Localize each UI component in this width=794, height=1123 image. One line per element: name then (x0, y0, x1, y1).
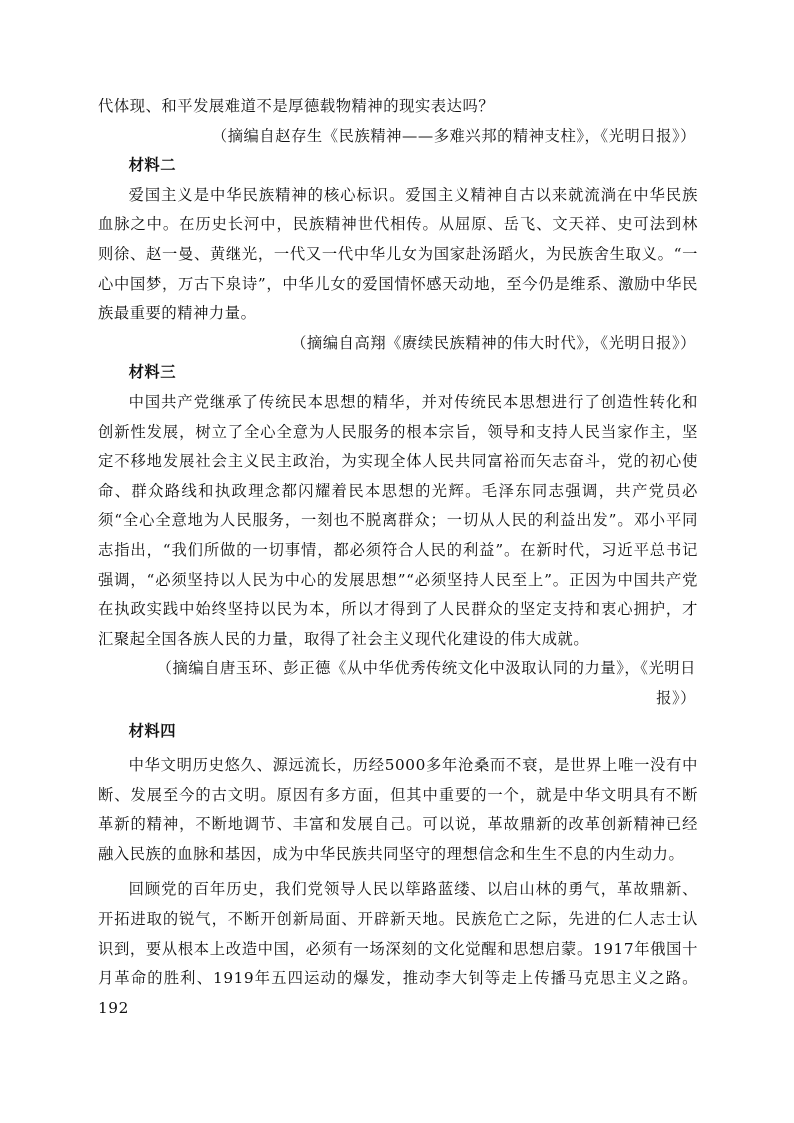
paragraph-material-4a: 中华文明历史悠久、源远流长，历经5000多年沧桑而不衰，是世界上唯一没有中断、发展至今的古文明。原因有多方面，但其中重要的一个，就是中华文明具有不断革新的精神，不断地调节、丰富和发展自己。可以说，革故鼎新的改革创新精神已经融入民族的血脉和基因，成为中华民族共同坚守的理想信念和生生不息的内生动力。 (98, 756, 698, 863)
section-heading-3: 材料三 (128, 363, 176, 382)
source-citation-3-line-2: 报》） (656, 688, 696, 707)
source-citation-3-line-1: （摘编自唐玉环、彭正德《从中华优秀传统文化中汲取认同的力量》，《光明日 (156, 659, 696, 678)
section-heading-2: 材料二 (128, 156, 176, 175)
source-citation-2: （摘编自高翔《赓续民族精神的伟大时代》，《光明日报》） (291, 333, 696, 352)
source-citation-1: （摘编自赵存生《民族精神——多难兴邦的精神支柱》，《光明日报》） (211, 126, 696, 145)
paragraph-material-3: 中国共产党继承了传统民本思想的精华，并对传统民本思想进行了创造性转化和创新性发展，树立了全心全意为人民服务的根本宗旨，领导和支持人民当家作主，坚定不移地发展社会主义民主政治，为实现全体人民共同富裕而矢志奋斗，党的初心使命、群众路线和执政理念都闪耀着民本思想的光辉。毛泽东同志强调，共产党员必须“全心全意地为人民服务，一刻也不脱离群众；一切从人民的利益出发”。邓小平同志指出，“我们所做的一切事情，都必须符合人民的利益”。在新时代，习近平总书记强调，“必须坚持以人民为中心的发展思想”“必须坚持人民至上”。正因为中国共产党在执政实践中始终坚持以民为本，所以才得到了人民群众的坚定支持和衷心拥护，才汇聚起全国各族人民的力量，取得了社会主义现代化建设的伟大成就。 (98, 392, 698, 648)
section-heading-4: 材料四 (128, 722, 176, 741)
intro-paragraph-tail: 代体现、和平发展难道不是厚德载物精神的现实表达吗？ (98, 97, 495, 115)
document-page (98, 92, 698, 1023)
paragraph-material-4b: 回顾党的百年历史，我们党领导人民以筚路蓝缕、以启山林的勇气，革故鼎新、开拓进取的锐气，不断开创新局面、开辟新天地。民族危亡之际，先进的仁人志士认识到，要从根本上改造中国，必须有一场深刻的文化觉醒和思想启蒙。1917年俄国十月革命的胜利、1919年五四运动的爆发，推动李大钊等走上传播马克思主义之路。192 (98, 880, 698, 1017)
paragraph-material-2: 爱国主义是中华民族精神的核心标识。爱国主义精神自古以来就流淌在中华民族血脉之中。在历史长河中，民族精神世代相传。从屈原、岳飞、文天祥、史可法到林则徐、赵一曼、黄继光，一代又一代中华儿女为国家赴汤蹈火，为民族舍生取义。“一心中国梦，万古下泉诗”，中华儿女的爱国情怀感天动地，至今仍是维系、激励中华民族最重要的精神力量。 (98, 185, 698, 323)
